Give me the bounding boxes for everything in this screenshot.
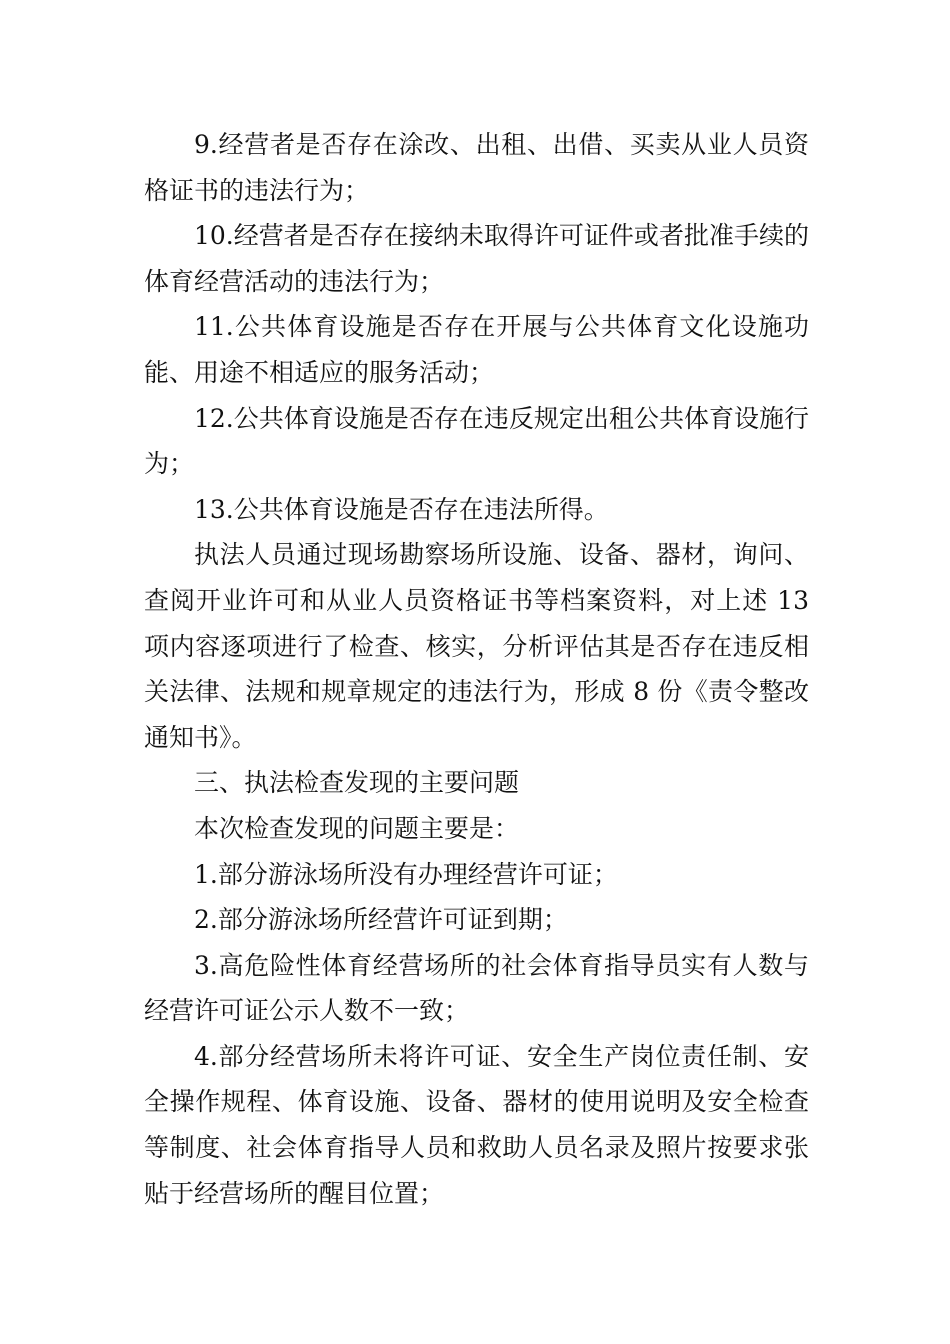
section-heading: 三、执法检查发现的主要问题 <box>194 768 520 798</box>
problem-item-4: 4.部分经营场所未将许可证、安全生产岗位责任制、安全操作规程、体育设施、设备、器材的使用说明及安全检查等制度、社会体育指导人员和救助人员名录及照片按要求张贴于经营场所的醒目位置； <box>144 1041 809 1208</box>
list-item-13: 13.公共体育设施是否存在违法所得。 <box>194 494 609 524</box>
list-item-12: 12.公共体育设施是否存在违反规定出租公共体育设施行为； <box>144 403 809 479</box>
list-item-11: 11.公共体育设施是否存在开展与公共体育文化设施功能、用途不相适应的服务活动； <box>144 312 809 387</box>
problem-item-2: 2.部分游泳场所经营许可证到期； <box>194 905 568 935</box>
problems-intro: 本次检查发现的问题主要是： <box>194 813 520 843</box>
problem-item-1: 1.部分游泳场所没有办理经营许可证； <box>194 859 618 889</box>
document-body <box>144 122 809 1216</box>
list-item-10: 10.经营者是否存在接纳未取得许可证件或者批准手续的体育经营活动的违法行为； <box>144 221 809 296</box>
problem-item-3: 3.高危险性体育经营场所的社会体育指导员实有人数与经营许可证公示人数不一致； <box>144 950 809 1026</box>
inspection-summary-paragraph: 执法人员通过现场勘察场所设施、设备、器材，询问、查阅开业许可和从业人员资格证书等档案资料，对上述 13 项内容逐项进行了检查、核实，分析评估其是否存在违反相关法律、法规和规章规定的违法行为，形成 8 份《责令整改通知书》。 <box>144 540 809 752</box>
list-item-9: 9.经营者是否存在涂改、出租、出借、买卖从业人员资格证书的违法行为； <box>144 130 809 205</box>
